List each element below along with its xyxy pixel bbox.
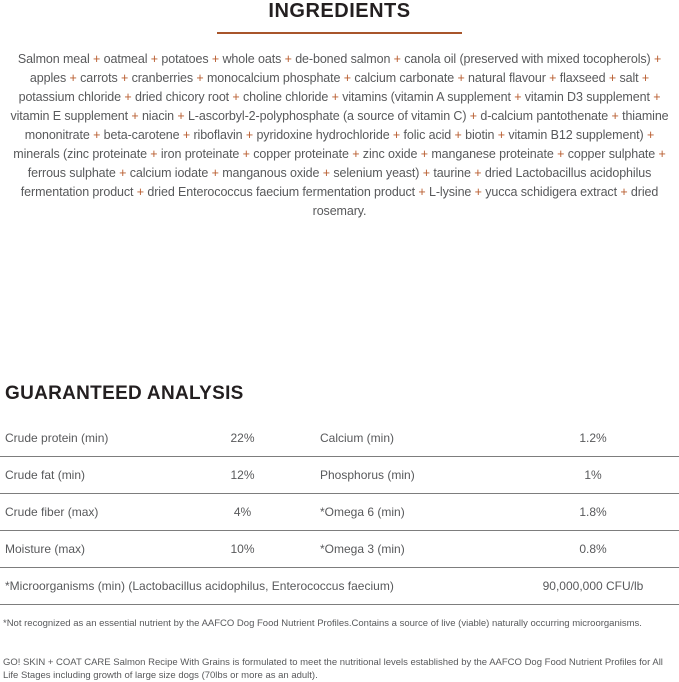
plus-separator: + [510, 90, 525, 104]
plus-separator: + [655, 147, 666, 161]
ingredient-item: copper sulphate [567, 147, 656, 161]
nutrient-value: 1.8% [579, 505, 607, 519]
plus-separator: + [208, 166, 223, 180]
nutrient-label: Crude protein (min) [5, 431, 109, 445]
plus-separator: + [454, 71, 469, 85]
ingredient-item: potassium chloride [18, 90, 122, 104]
nutrient-value: 10% [230, 542, 255, 556]
ingredient-item: salt [619, 71, 639, 85]
plus-separator: + [649, 90, 661, 104]
nutrient-value: 4% [233, 505, 252, 519]
ingredient-item: potatoes [161, 52, 209, 66]
plus-separator: + [616, 185, 631, 199]
plus-separator: + [115, 166, 130, 180]
plus-separator: + [638, 71, 650, 85]
ingredient-item: Salmon meal [17, 52, 90, 66]
ingredient-item: canola oil (preserved with mixed tocopherols) [404, 52, 651, 66]
plus-separator: + [466, 109, 481, 123]
nutrient-value: 12% [230, 468, 255, 482]
plus-separator: + [147, 52, 162, 66]
plus-separator: + [174, 109, 188, 123]
ingredients-divider [217, 32, 462, 34]
ingredient-item: vitamin B12 supplement) [508, 128, 644, 142]
ingredient-item: riboflavin [193, 128, 243, 142]
plus-separator: + [340, 71, 355, 85]
plus-separator: + [193, 71, 207, 85]
ingredient-item: thiamine mononitrate [24, 109, 669, 142]
ingredients-text [3, 50, 676, 221]
plus-separator: + [494, 128, 509, 142]
ingredient-item: iron proteinate [160, 147, 240, 161]
nutrient-value: 0.8% [579, 542, 607, 556]
plus-separator: + [66, 71, 81, 85]
ingredient-item: oatmeal [103, 52, 148, 66]
table-row [0, 420, 679, 457]
plus-separator: + [415, 185, 430, 199]
ingredient-item: selenium yeast) [333, 166, 420, 180]
plus-separator: + [328, 90, 343, 104]
plus-separator: + [451, 128, 466, 142]
ingredient-item: calcium carbonate [354, 71, 455, 85]
ingredient-item: zinc oxide [362, 147, 418, 161]
plus-separator: + [470, 166, 485, 180]
nutrient-label: *Microorganisms (min) (Lactobacillus acidophilus, Enterococcus faecium) [5, 579, 394, 593]
nutrient-value: 22% [230, 431, 255, 445]
nutrient-label: Crude fat (min) [5, 468, 86, 482]
ingredient-item: choline chloride [243, 90, 329, 104]
ingredient-item: niacin [141, 109, 174, 123]
ingredient-item: whole oats [222, 52, 282, 66]
nutrient-value: 1% [584, 468, 602, 482]
table-row [0, 457, 679, 494]
plus-separator: + [146, 147, 161, 161]
plus-separator: + [348, 147, 363, 161]
ingredient-item: vitamin E supplement [10, 109, 128, 123]
ingredient-item: ferrous sulphate [27, 166, 116, 180]
ingredient-item: manganous oxide [222, 166, 320, 180]
ingredient-item: biotin [465, 128, 495, 142]
ingredients-title: INGREDIENTS [268, 0, 411, 22]
ingredient-item: beta-carotene [103, 128, 180, 142]
ingredient-item: natural flavour [468, 71, 546, 85]
nutrient-label: Phosphorus (min) [320, 468, 415, 482]
plus-separator: + [417, 147, 432, 161]
ingredient-item: vitamin D3 supplement [524, 90, 650, 104]
plus-separator: + [281, 52, 296, 66]
plus-separator: + [608, 109, 623, 123]
plus-separator: + [605, 71, 620, 85]
guaranteed-analysis-section [0, 383, 679, 682]
plus-separator: + [319, 166, 334, 180]
plus-separator: + [208, 52, 223, 66]
plus-separator: + [242, 128, 257, 142]
plus-separator: + [89, 52, 104, 66]
nutrient-value: 90,000,000 CFU/lb [542, 579, 644, 593]
guaranteed-analysis-title: GUARANTEED ANALYSIS [5, 383, 244, 404]
ingredient-item: manganese proteinate [431, 147, 554, 161]
ingredient-item: apples [29, 71, 67, 85]
ingredient-item: dried chicory root [134, 90, 230, 104]
ingredient-item: taurine [433, 166, 471, 180]
ingredient-item: vitamins (vitamin A supplement [342, 90, 511, 104]
ingredient-item: L-ascorbyl-2-polyphosphate (a source of vitamin C) [187, 109, 467, 123]
footnote-formulation-statement: GO! SKIN + COAT CARE Salmon Recipe With Grains is formulated to meet the nutritional levels established by the AAFCO Dog Food Nutrient Profiles for All Life Stages including growth of large size dogs (70lbs or more as an adult). [3, 657, 663, 681]
ingredient-item: L-lysine [429, 185, 472, 199]
nutrient-label: *Omega 3 (min) [320, 542, 405, 556]
plus-separator: + [389, 128, 404, 142]
plus-separator: + [553, 147, 568, 161]
ingredient-item: de-boned salmon [295, 52, 391, 66]
ingredient-item: yucca schidigera extract [485, 185, 617, 199]
table-row [0, 531, 679, 568]
ingredient-item: dried Lactobacillus acidophilus fermentation product [20, 166, 652, 199]
guaranteed-analysis-table [0, 420, 679, 605]
plus-separator: + [650, 52, 662, 66]
plus-separator: + [229, 90, 243, 104]
plus-separator: + [471, 185, 486, 199]
ingredient-item: monocalcium phosphate [206, 71, 341, 85]
table-row-microorganisms [0, 568, 679, 605]
plus-separator: + [133, 185, 148, 199]
plus-separator: + [117, 71, 132, 85]
nutrient-label: Crude fiber (max) [5, 505, 99, 519]
plus-separator: + [127, 109, 142, 123]
ingredient-item: flaxseed [559, 71, 606, 85]
ingredient-item: cranberries [131, 71, 194, 85]
ingredient-item: calcium iodate [129, 166, 209, 180]
ingredient-item: carrots [80, 71, 118, 85]
nutrient-label: Moisture (max) [5, 542, 86, 556]
footnote-aafco-microorganisms: *Not recognized as an essential nutrient by the AAFCO Dog Food Nutrient Profiles.Contains a source of live (viable) naturally occurring microorganisms. [3, 618, 642, 629]
nutrient-label: *Omega 6 (min) [320, 505, 405, 519]
table-row [0, 494, 679, 531]
ingredient-item: pyridoxine hydrochloride [256, 128, 390, 142]
plus-separator: + [239, 147, 254, 161]
nutrient-value: 1.2% [579, 431, 607, 445]
plus-separator: + [89, 128, 104, 142]
ingredient-item: folic acid [403, 128, 452, 142]
plus-separator: + [545, 71, 560, 85]
ingredient-item: dried Enterococcus faecium fermentation product [147, 185, 416, 199]
ingredient-item: minerals (zinc proteinate [13, 147, 147, 161]
nutrient-label: Calcium (min) [320, 431, 395, 445]
plus-separator: + [643, 128, 655, 142]
plus-separator: + [121, 90, 135, 104]
ingredient-item: dried rosemary. [312, 185, 659, 218]
ingredient-item: copper proteinate [253, 147, 349, 161]
plus-separator: + [390, 52, 405, 66]
plus-separator: + [419, 166, 434, 180]
ingredient-item: d-calcium pantothenate [480, 109, 609, 123]
plus-separator: + [179, 128, 194, 142]
